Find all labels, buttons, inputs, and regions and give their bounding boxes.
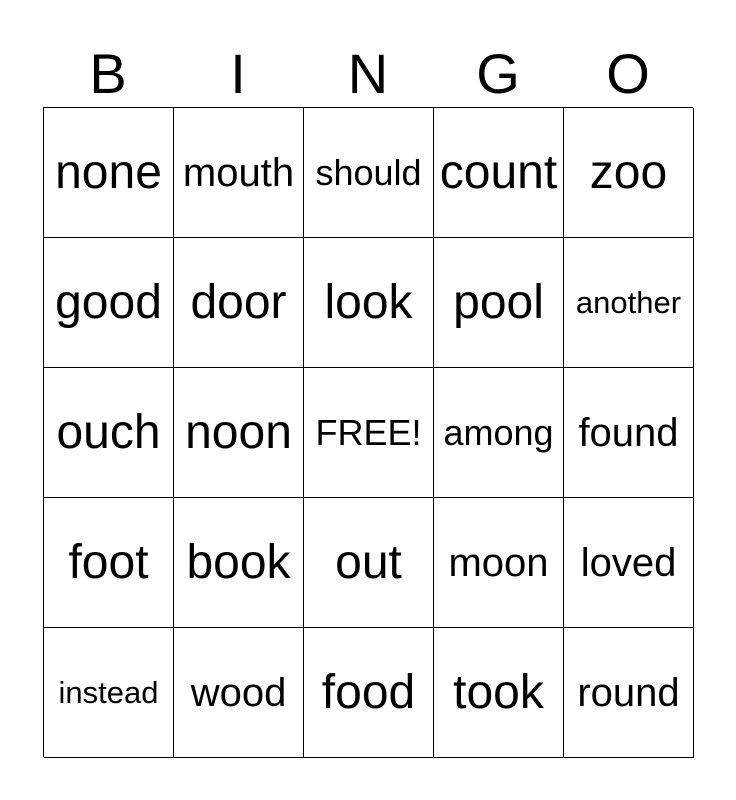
cell-word: found <box>578 410 679 455</box>
cell-word: round <box>577 670 680 715</box>
cell-word: noon <box>185 405 292 459</box>
bingo-cell[interactable] <box>44 108 174 238</box>
cell-word: wood <box>190 670 287 715</box>
bingo-cell[interactable] <box>564 238 694 368</box>
bingo-cell[interactable] <box>44 238 174 368</box>
bingo-cell[interactable] <box>174 498 304 628</box>
header-letter-n: N <box>347 42 389 105</box>
cell-word: ouch <box>56 405 161 459</box>
bingo-cell[interactable] <box>564 108 694 238</box>
cell-word: moon <box>448 540 549 585</box>
header-letter-o: O <box>606 42 650 105</box>
bingo-cell[interactable] <box>434 498 564 628</box>
bingo-cell[interactable] <box>434 628 564 758</box>
cell-word: pool <box>453 275 544 329</box>
bingo-cell[interactable] <box>44 628 174 758</box>
bingo-cell[interactable] <box>304 628 434 758</box>
bingo-cell[interactable] <box>44 498 174 628</box>
bingo-cell[interactable] <box>564 498 694 628</box>
cell-word: foot <box>68 535 149 589</box>
bingo-cell[interactable] <box>434 368 564 498</box>
header-letter-i: I <box>230 42 246 105</box>
bingo-cell[interactable] <box>434 108 564 238</box>
bingo-header <box>43 40 693 108</box>
cell-word: look <box>324 275 413 329</box>
cell-word: zoo <box>589 145 668 199</box>
header-letter-b: B <box>89 42 127 105</box>
cell-word: book <box>186 535 291 589</box>
header-letter-g: G <box>476 42 520 105</box>
bingo-cell[interactable] <box>174 108 304 238</box>
bingo-cell[interactable] <box>174 628 304 758</box>
cell-word: count <box>439 145 558 199</box>
free-space-label: FREE! <box>315 411 422 453</box>
cell-word: instead <box>58 675 159 710</box>
bingo-cell[interactable] <box>44 368 174 498</box>
bingo-board <box>43 107 693 757</box>
cell-word: took <box>453 665 544 719</box>
cell-word: mouth <box>182 150 295 195</box>
bingo-cell[interactable] <box>304 238 434 368</box>
free-space-cell[interactable] <box>304 368 434 498</box>
bingo-cell[interactable] <box>304 498 434 628</box>
bingo-cell[interactable] <box>564 628 694 758</box>
cell-word: good <box>55 275 162 329</box>
bingo-cell[interactable] <box>174 368 304 498</box>
cell-word: out <box>335 535 402 589</box>
cell-word: should <box>315 151 422 193</box>
cell-word: loved <box>580 540 677 585</box>
bingo-cell[interactable] <box>434 238 564 368</box>
cell-word: among <box>443 411 554 453</box>
bingo-cell[interactable] <box>304 108 434 238</box>
bingo-cell[interactable] <box>564 368 694 498</box>
bingo-cell[interactable] <box>174 238 304 368</box>
cell-word: another <box>575 285 682 320</box>
cell-word: food <box>321 665 416 719</box>
cell-word: none <box>55 145 162 199</box>
cell-word: door <box>190 275 287 329</box>
